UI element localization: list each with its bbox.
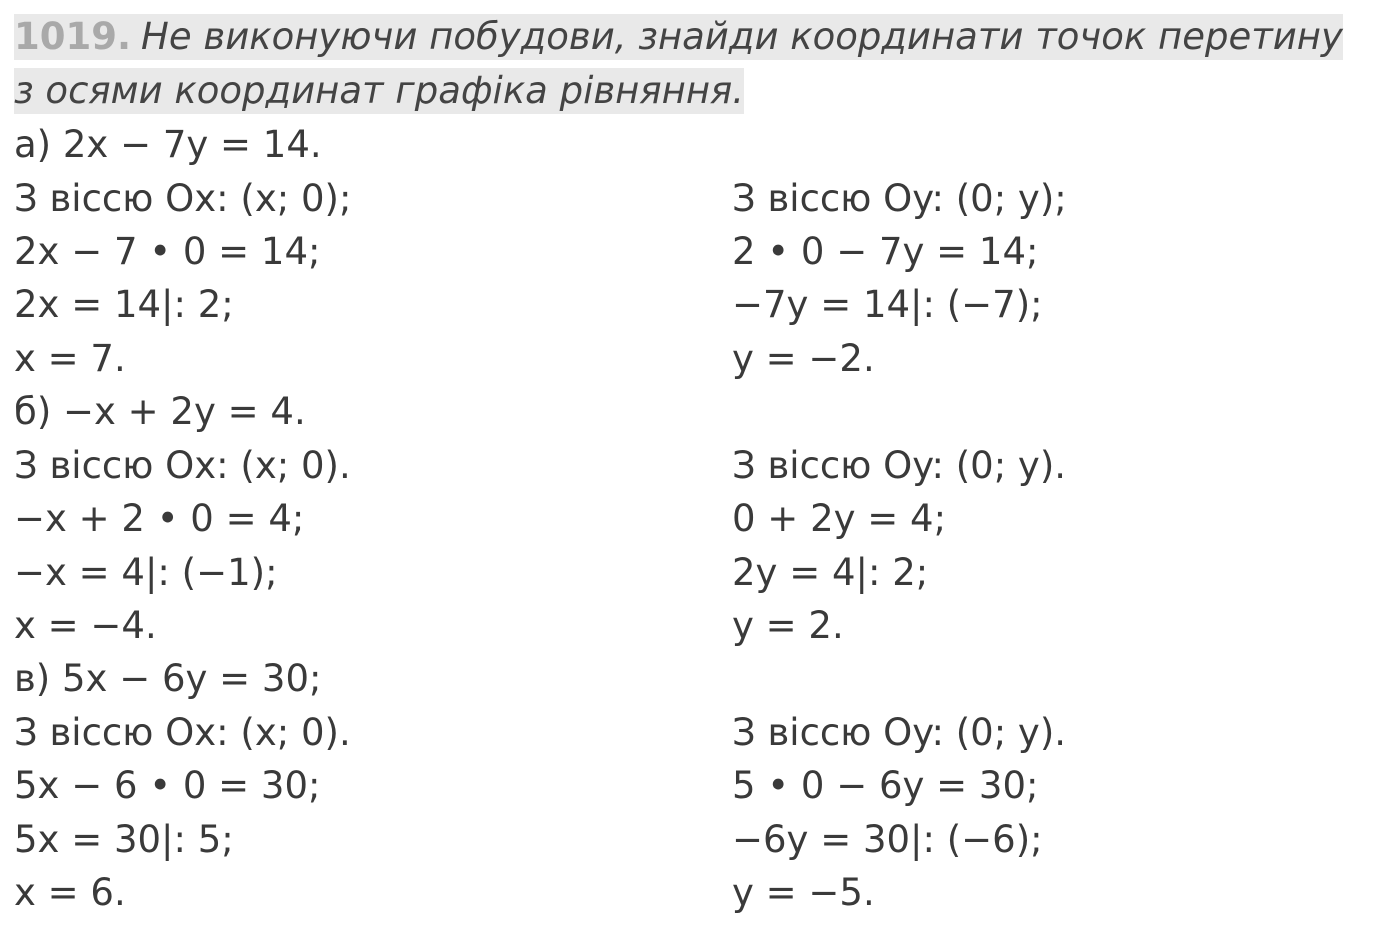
problem-statement-2: з осями координат графіка рівняння. [14,69,745,112]
part-a-ox-line-3: 2x = 14|: 2; [14,283,234,326]
part-c-oy-line-4: y = −5. [732,871,875,914]
problem-statement-1: Не виконуючи побудови, знайди координати точок перетину [141,15,1343,58]
part-c-ox-line-2: 5x − 6 • 0 = 30; [14,764,321,807]
part-b-ox-line-2: −x + 2 • 0 = 4; [14,497,305,540]
part-b-oy-line-3: 2y = 4|: 2; [732,551,929,594]
problem-title-line-2 [14,68,744,114]
part-a-oy-line-4: y = −2. [732,337,875,380]
part-c-ox-line-4: x = 6. [14,871,126,914]
part-b-oy-line-1: З віссю Oy: (0; y). [732,444,1067,487]
equation-a: а) 2x − 7y = 14. [14,123,322,166]
part-b-ox-line-4: x = −4. [14,604,157,647]
part-a-oy-line-3: −7y = 14|: (−7); [732,283,1043,326]
part-a-ox-line-2: 2x − 7 • 0 = 14; [14,230,321,273]
part-a-ox-line-1: З віссю Ox: (x; 0); [14,177,352,220]
part-b-ox-line-3: −x = 4|: (−1); [14,551,278,594]
part-c-oy-line-2: 5 • 0 − 6y = 30; [732,764,1039,807]
part-c-oy-line-1: З віссю Oy: (0; y). [732,711,1067,754]
part-c-ox-line-1: З віссю Ox: (x; 0). [14,711,351,754]
problem-title-line-1 [14,14,1343,60]
part-b-ox-line-1: З віссю Ox: (x; 0). [14,444,351,487]
equation-c: в) 5x − 6y = 30; [14,657,322,700]
part-a-oy-line-1: З віссю Oy: (0; y); [732,177,1067,220]
part-b-oy-line-4: y = 2. [732,604,844,647]
equation-b: б) −x + 2y = 4. [14,390,306,433]
part-c-ox-line-3: 5x = 30|: 5; [14,818,234,861]
part-a-ox-line-4: x = 7. [14,337,126,380]
part-b-oy-line-2: 0 + 2y = 4; [732,497,947,540]
part-c-oy-line-3: −6y = 30|: (−6); [732,818,1043,861]
problem-number: 1019. [14,15,132,58]
part-a-oy-line-2: 2 • 0 − 7y = 14; [732,230,1039,273]
